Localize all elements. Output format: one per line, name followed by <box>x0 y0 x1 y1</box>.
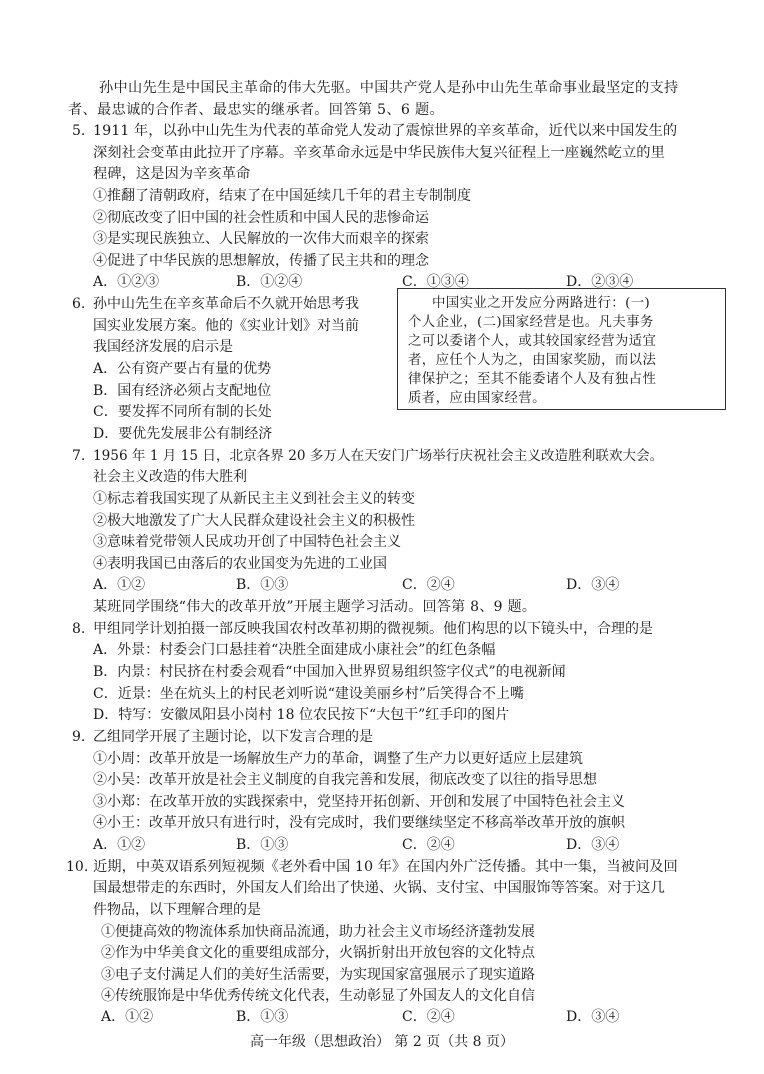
q10-stem-line-3: 件物品，以下理解合理的是 <box>93 902 261 918</box>
q10-choice-d: D．③④ <box>566 1009 620 1025</box>
q8-choice-d: D．特写：安徽凤阳县小岗村 18 位农民按下“大包干”红手印的图片 <box>93 707 510 723</box>
quote-line-4: 者，应任个人为之，由国家奖励，而以法 <box>408 353 657 368</box>
q7-choice-b: B．①③ <box>236 577 289 593</box>
intro-56-line-1: 孙中山先生是中国民主革命的伟大先驱。中国共产党人是孙中山先生革命事业最坚定的支持 <box>99 80 679 96</box>
q6-stem-line-2: 国实业发展方案。他的《实业计划》对当前 <box>93 318 359 334</box>
q8-number: 8. <box>72 621 86 637</box>
q5-item-4: ④促进了中华民族的思想解放，传播了民主共和的理念 <box>93 253 429 269</box>
q5-number: 5. <box>72 123 86 139</box>
q5-choice-d: D．②③④ <box>566 274 634 290</box>
q9-item-2: ②小吴：改革开放是社会主义制度的自我完善和发展，彻底改变了以往的指导思想 <box>93 772 597 788</box>
intro-56-line-2: 者、最忠诚的合作者、最忠实的继承者。回答第 5、6 题。 <box>68 102 444 118</box>
quote-line-1: 中国实业之开发应分两路进行：(一) <box>432 296 651 311</box>
q9-choice-c: C．②④ <box>402 837 455 853</box>
q7-stem-line-1: 1956 年 1 月 15 日，北京各界 20 多万人在天安门广场举行庆祝社会主义改造胜利联欢大会。 <box>93 448 664 464</box>
q6-choice-b: B．国有经济必须占支配地位 <box>93 383 272 399</box>
q5-choice-c: C．①③④ <box>402 274 469 290</box>
q6-choice-c: C．要发挥不同所有制的长处 <box>93 404 272 420</box>
q5-item-1: ①推翻了清朝政府，结束了在中国延续几千年的君主专制制度 <box>93 188 471 204</box>
q9-choice-d: D．③④ <box>566 837 620 853</box>
q10-item-3: ③电子支付满足人们的美好生活需要，为实现国家富强展示了现实道路 <box>101 967 535 983</box>
q7-choice-a: A．①② <box>93 577 146 593</box>
q5-stem-line-3: 程碑，这是因为辛亥革命 <box>93 166 251 182</box>
q8-stem: 甲组同学计划拍摄一部反映我国农村改革初期的微视频。他们构思的以下镜头中，合理的是 <box>93 621 653 637</box>
q5-stem-line-2: 深刻社会变革由此拉开了序幕。辛亥革命永远是中华民族伟大复兴征程上一座巍然屹立的里 <box>93 145 665 161</box>
q10-choice-a: A．①② <box>101 1009 154 1025</box>
quote-line-5: 律保护之；至其不能委诸个人及有独占性 <box>408 372 657 387</box>
q9-choice-a: A．①② <box>93 837 146 853</box>
page-footer: 高一年级（思想政治） 第 2 页（共 8 页） <box>249 1034 515 1050</box>
q8-choice-b: B．内景：村民挤在村委会观看“中国加入世界贸易组织签字仪式”的电视新闻 <box>93 664 566 680</box>
q6-choice-a: A．公有资产要占有量的优势 <box>93 361 272 377</box>
q9-choice-b: B．①③ <box>236 837 289 853</box>
q10-choice-b: B．①③ <box>236 1009 289 1025</box>
quote-line-6: 质者，应由国家经营。 <box>408 391 546 406</box>
q5-stem-line-1: 1911 年，以孙中山先生为代表的革命党人发动了震惊世界的辛亥革命，近代以来中国发生的 <box>93 123 678 139</box>
q9-item-4: ④小王：改革开放只有进行时，没有完成时，我们要继续坚定不移高举改革开放的旗帜 <box>93 815 625 831</box>
q7-item-4: ④表明我国已由落后的农业国变为先进的工业国 <box>93 556 387 572</box>
q6-stem-line-3: 我国经济发展的启示是 <box>93 339 233 355</box>
intro-89: 某班同学围绕“伟大的改革开放”开展主题学习活动。回答第 8、9 题。 <box>93 599 537 615</box>
q5-item-2: ②彻底改变了旧中国的社会性质和中国人民的悲惨命运 <box>93 210 429 226</box>
shiye-jihua-quote-box <box>397 288 726 410</box>
q9-stem: 乙组同学开展了主题讨论，以下发言合理的是 <box>93 729 373 745</box>
q10-stem-line-1: 近期，中英双语系列短视频《老外看中国 10 年》在国内外广泛传播。其中一集，当被问及回 <box>93 859 678 875</box>
q5-choice-a: A．①②③ <box>93 274 160 290</box>
quote-line-2: 个人企业，(二)国家经营是也。凡夫事务 <box>408 315 654 330</box>
q9-item-3: ③小郑：在改革开放的实践探索中，党坚持开拓创新、开创和发展了中国特色社会主义 <box>93 794 625 810</box>
q7-stem-line-2: 社会主义改造的伟大胜利 <box>93 469 247 485</box>
q10-number: 10. <box>66 859 89 875</box>
q9-item-1: ①小周：改革开放是一场解放生产力的革命，调整了生产力以更好适应上层建筑 <box>93 751 583 767</box>
q10-choice-c: C．②④ <box>402 1009 455 1025</box>
q10-item-1: ①便捷高效的物流体系加快商品流通，助力社会主义市场经济蓬勃发展 <box>101 924 535 940</box>
q10-stem-line-2: 国最想带走的东西时，外国友人们给出了快递、火锅、支付宝、中国服饰等答案。对于这几 <box>93 880 665 896</box>
q7-number: 7. <box>72 448 86 464</box>
q8-choice-c: C．近景：坐在炕头上的村民老刘听说“建设美丽乡村”后笑得合不上嘴 <box>93 686 525 702</box>
q8-choice-a: A．外景：村委会门口悬挂着“决胜全面建成小康社会”的红色条幅 <box>93 642 496 658</box>
q7-item-3: ③意味着党带领人民成功开创了中国特色社会主义 <box>93 534 401 550</box>
q7-choice-c: C．②④ <box>402 577 455 593</box>
q7-item-1: ①标志着我国实现了从新民主主义到社会主义的转变 <box>93 491 415 507</box>
q7-item-2: ②极大地激发了广大人民群众建设社会主义的积极性 <box>93 513 415 529</box>
q10-item-2: ②作为中华美食文化的重要组成部分，火锅折射出开放包容的文化特点 <box>101 945 535 961</box>
q5-item-3: ③是实现民族独立、人民解放的一次伟大而艰辛的探索 <box>93 231 429 247</box>
q6-number: 6. <box>72 296 86 312</box>
q5-choice-b: B．①②④ <box>236 274 303 290</box>
q6-stem-line-1: 孙中山先生在辛亥革命后不久就开始思考我 <box>93 296 359 312</box>
q7-choice-d: D．③④ <box>566 577 620 593</box>
q10-item-4: ④传统服饰是中华优秀传统文化代表，生动彰显了外国友人的文化自信 <box>101 988 535 1004</box>
q9-number: 9. <box>72 729 86 745</box>
quote-line-3: 之可以委诸个人，或其较国家经营为适宜 <box>408 334 657 349</box>
q6-choice-d: D．要优先发展非公有制经济 <box>93 426 273 442</box>
